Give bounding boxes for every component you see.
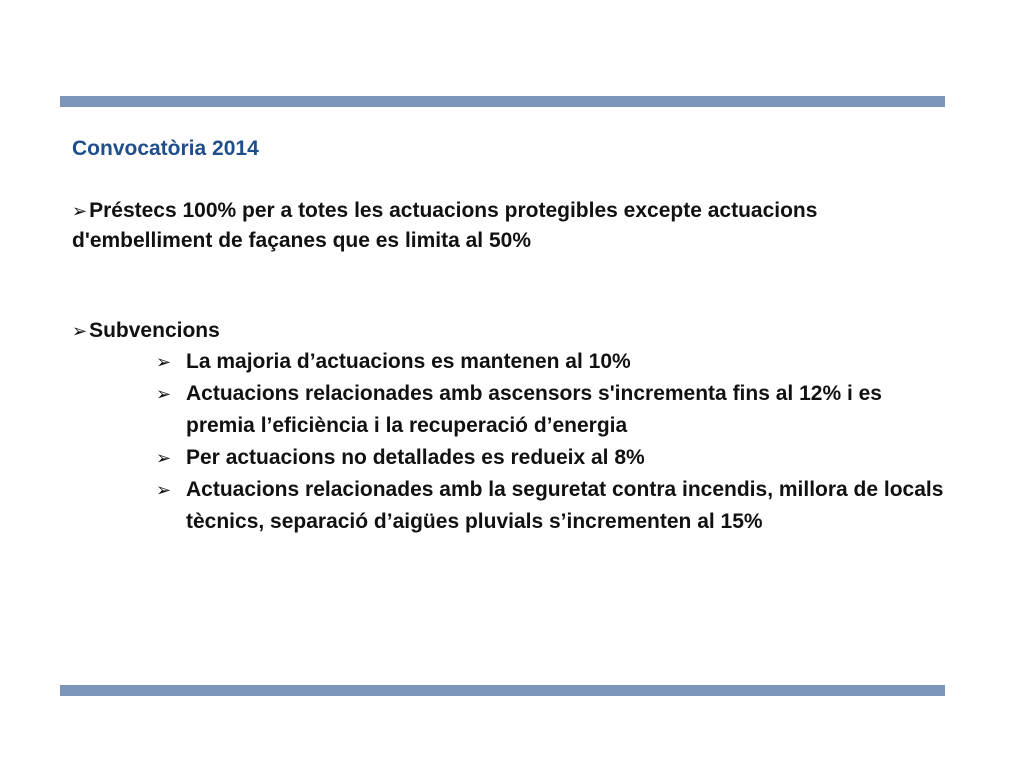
arrow-bullet-icon: ➢: [156, 352, 172, 372]
top-accent-bar: [60, 96, 945, 107]
paragraph-subsidies: [72, 316, 932, 346]
arrow-bullet-icon: ➢: [72, 201, 88, 221]
bottom-accent-bar: [60, 685, 945, 696]
list-item: [156, 442, 946, 474]
subsidies-list: [156, 346, 946, 538]
list-item: [156, 346, 946, 378]
list-item: [156, 474, 946, 538]
arrow-bullet-icon: ➢: [156, 384, 172, 404]
slide-title: Convocatòria 2014: [72, 137, 259, 160]
paragraph-loans: [72, 196, 932, 256]
list-item-text: Actuacions relacionades amb ascensors s'incrementa fins al 12% i es premia l’eficiència i la recuperació d’energia: [186, 382, 882, 437]
arrow-bullet-icon: ➢: [156, 448, 172, 468]
list-item-text: Per actuacions no detallades es redueix al 8%: [186, 446, 645, 469]
paragraph-subsidies-text: Subvencions: [89, 319, 220, 342]
list-item-text: Actuacions relacionades amb la seguretat contra incendis, millora de locals tècnics, separació d’aigües pluvials s’incrementen al 15%: [186, 478, 944, 533]
arrow-bullet-icon: ➢: [156, 480, 172, 500]
arrow-bullet-icon: ➢: [72, 321, 88, 341]
list-item-text: La majoria d’actuacions es mantenen al 10%: [186, 350, 631, 373]
list-item: [156, 378, 946, 442]
paragraph-loans-text: Préstecs 100% per a totes les actuacions protegibles excepte actuacions d'embelliment de façanes que es limita al 50%: [72, 199, 818, 252]
